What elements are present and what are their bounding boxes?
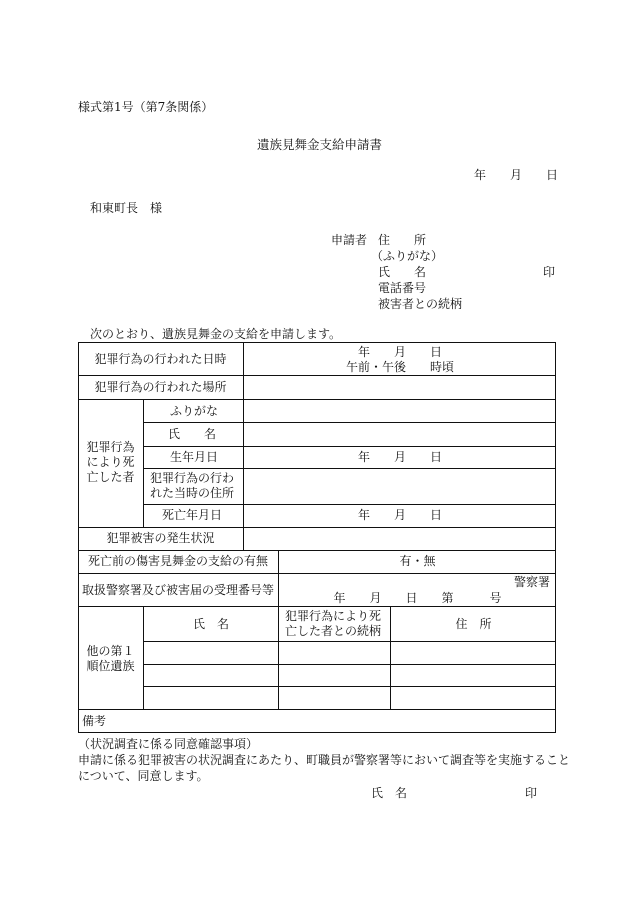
intro-text: 次のとおり、遺族見舞金の支給を申請します。	[90, 327, 342, 341]
consent-seal: 印	[525, 786, 538, 800]
applicant-relation-label: 被害者との続柄	[378, 297, 463, 311]
form-title: 遺族見舞金支給申請書	[257, 137, 383, 152]
death-date-label: 死亡年月日	[162, 508, 223, 522]
addressee: 和東町長 様	[90, 201, 163, 215]
crime-place-label: 犯罪行為の行われた場所	[94, 380, 227, 394]
deceased-birthdate-value: 年 月 日	[357, 450, 442, 464]
heirs-col-address: 住 所	[455, 617, 492, 631]
consent-heading: （状況調査に係る同意確認事項）	[78, 737, 259, 751]
applicant-name-label: 氏 名	[378, 265, 427, 279]
deceased-birthdate-label: 生年月日	[170, 450, 219, 464]
crime-datetime-label: 犯罪行為の行われた日時	[94, 352, 227, 366]
police-station-label: 警察署	[514, 575, 551, 589]
deceased-name-label: 氏 名	[168, 427, 217, 441]
application-table	[78, 342, 556, 733]
injury-benefit-value: 有・無	[399, 554, 436, 568]
consent-name-label: 氏 名	[371, 786, 408, 800]
damage-situation-label: 犯罪被害の発生状況	[106, 531, 215, 545]
form-number: 様式第1号（第7条関係）	[78, 100, 214, 114]
submission-date: 年 月 日	[474, 168, 559, 182]
consent-text-line2: について、同意します。	[78, 769, 209, 783]
applicant-label: 申請者	[331, 233, 368, 247]
crime-time-value: 午前・午後 時頃	[345, 360, 454, 374]
police-label: 取扱警察署及び被害届の受理番号等	[81, 583, 274, 597]
crime-date-value: 年 月 日	[357, 345, 442, 359]
heirs-col-relation: 犯罪行為により死亡した者との続柄	[285, 609, 382, 638]
consent-text-line1: 申請に係る犯罪被害の状況調査にあたり、町職員が警察署等において調査等を実施すること	[78, 753, 571, 767]
address-at-crime-label: 犯罪行為の行われた当時の住所	[150, 471, 235, 500]
injury-benefit-label: 死亡前の傷害見舞金の支給の有無	[87, 554, 268, 568]
deceased-group-label: 犯罪行為により死亡した者	[86, 440, 135, 484]
remarks-label: 備考	[82, 714, 107, 728]
other-heirs-label: 他の第１順位遺族	[86, 644, 135, 673]
death-date-value: 年 月 日	[357, 508, 442, 522]
police-number-value: 年 月 日 第 号	[333, 591, 502, 605]
deceased-furigana-label: ふりがな	[170, 404, 219, 418]
heirs-col-name: 氏 名	[192, 617, 229, 631]
applicant-phone-label: 電話番号	[378, 281, 427, 295]
applicant-address-label: 住 所	[378, 233, 427, 247]
applicant-seal: 印	[543, 265, 556, 279]
applicant-furigana-label: （ふりがな）	[371, 249, 444, 263]
